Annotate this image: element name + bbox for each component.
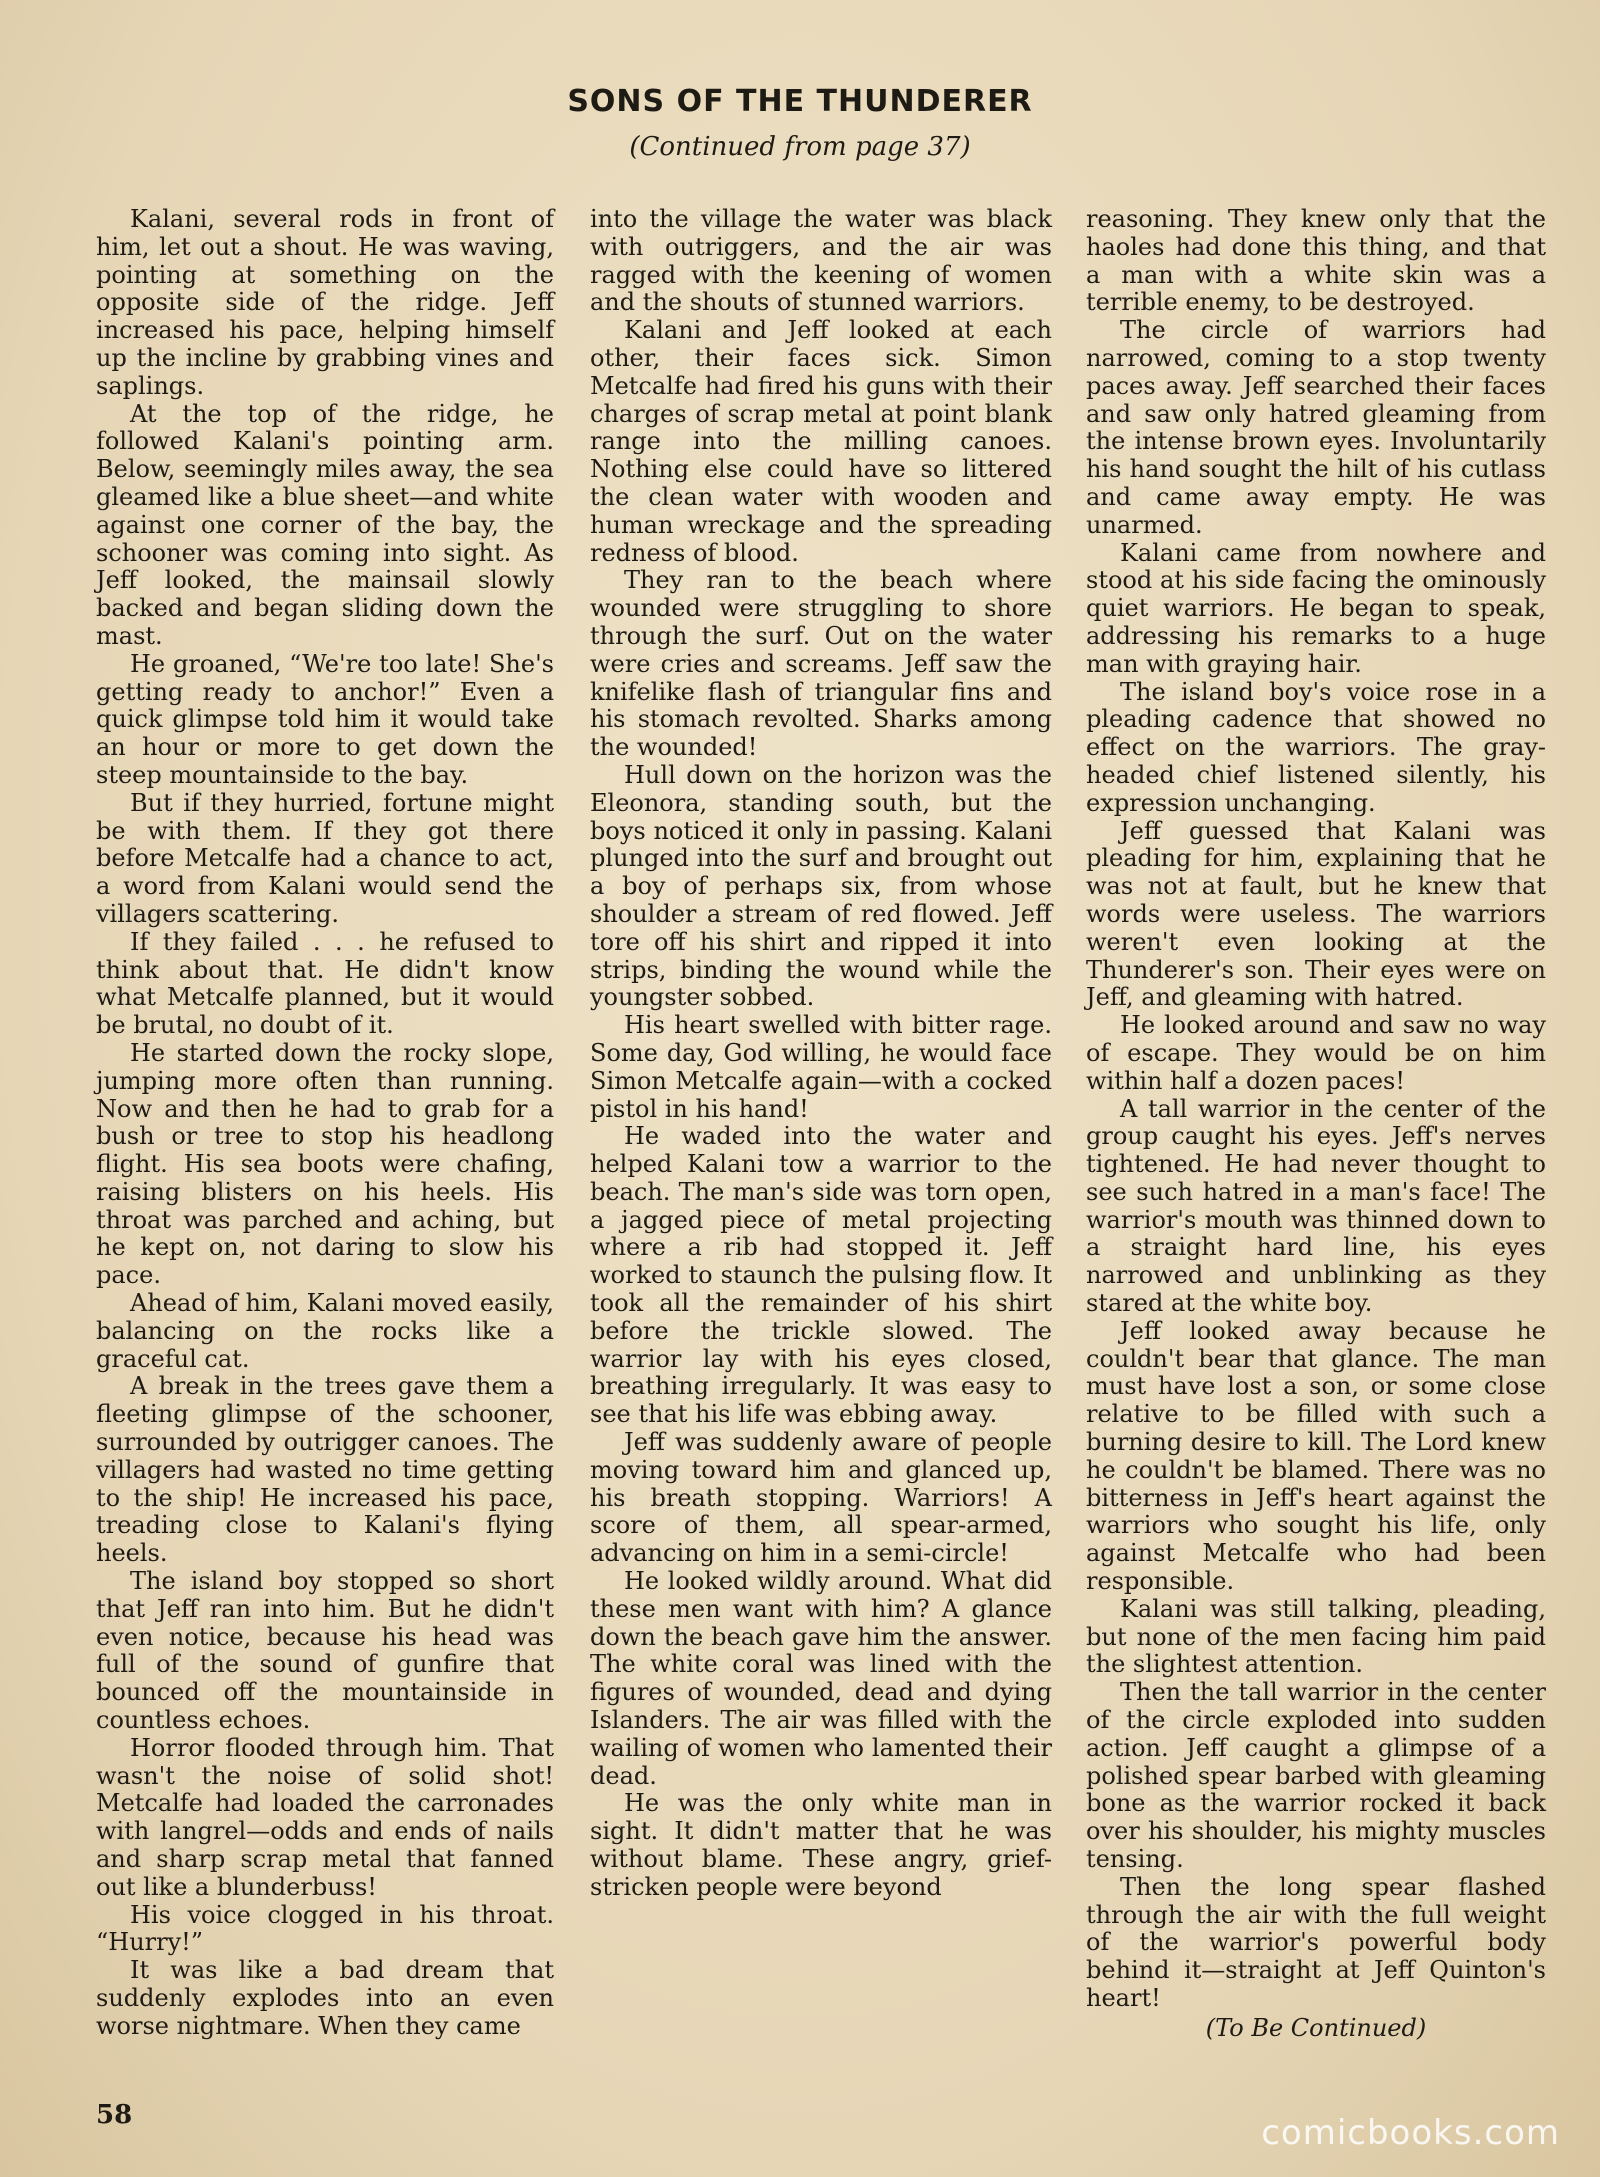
- paragraph: Kalani came from nowhere and stood at his side facing the ominously quiet warriors. He began to speak, addressing his remarks to a huge man with graying hair.: [1086, 538, 1546, 678]
- paragraph: Jeff was suddenly aware of people moving toward him and glanced up, his breath stopping. Warriors! A score of them, all spear-armed, advancing on him in a semi-circle!: [590, 1428, 1052, 1568]
- paragraph: Kalani and Jeff looked at each other, their faces sick. Simon Metcalfe had fired his guns with their charges of scrap metal at point blank range into the milling canoes. Nothing else could have so littered the clean water with wooden and human wreckage and the spreading redness of blood.: [590, 316, 1052, 567]
- paragraph: Horror flooded through him. That wasn't the noise of solid shot! Metcalfe had loaded the carronades with langrel—odds and ends of nails and sharp scrap metal that fanned out like a blunderbuss!: [96, 1733, 554, 1901]
- paragraph: into the village the water was black with outriggers, and the air was ragged with the keening of women and the shouts of stunned warriors.: [590, 205, 1052, 317]
- paragraph: reasoning. They knew only that the haoles had done this thing, and that a man with a white skin was a terrible enemy, to be destroyed.: [1086, 205, 1546, 317]
- paragraph: Then the tall warrior in the center of the circle exploded into sudden action. Jeff caught a glimpse of a polished spear barbed with gleaming bone as the warrior rocked it back over his shoulder, his mighty muscles tensing.: [1086, 1678, 1546, 1874]
- watermark: comicbooks.com: [1261, 2113, 1560, 2153]
- paragraph: At the top of the ridge, he followed Kalani's pointing arm. Below, seemingly miles away, the sea gleamed like a blue sheet—and white against one corner of the bay, the schooner was coming into sight. As Jeff looked, the mainsail slowly backed and began sliding down the mast.: [96, 399, 554, 650]
- paragraph: A break in the trees gave them a fleeting glimpse of the schooner, surrounded by outrigger canoes. The villagers had wasted no time getting to the ship! He increased his pace, treading close to Kalani's flying heels.: [96, 1372, 554, 1568]
- paragraph: The circle of warriors had narrowed, coming to a stop twenty paces away. Jeff searched their faces and saw only hatred gleaming from the intense brown eyes. Involuntarily his hand sought the hilt of his cutlass and came away empty. He was unarmed.: [1086, 316, 1546, 539]
- paragraph: His heart swelled with bitter rage. Some day, God willing, he would face Simon Metcalfe again—with a cocked pistol in his hand!: [590, 1011, 1052, 1123]
- paragraph: His voice clogged in his throat. “Hurry!”: [96, 1900, 554, 1957]
- paragraph: The island boy's voice rose in a pleading cadence that showed no effect on the warriors. The gray-headed chief listened silently, his expression unchanging.: [1086, 677, 1546, 817]
- page-number: 58: [96, 2100, 133, 2130]
- text-column-2: [590, 206, 1052, 1902]
- paragraph: But if they hurried, fortune might be with them. If they got there before Metcalfe had a chance to act, a word from Kalani would send the villagers scattering.: [96, 788, 554, 928]
- paragraph: Jeff looked away because he couldn't bear that glance. The man must have lost a son, or some close relative to be filled with such a burning desire to kill. The Lord knew he couldn't be blamed. There was no bitterness in Jeff's heart against the warriors who sought his life, only against Metcalfe who had been responsible.: [1086, 1316, 1546, 1596]
- paragraph: Kalani, several rods in front of him, let out a shout. He was waving, pointing at something on the opposite side of the ridge. Jeff increased his pace, helping himself up the incline by grabbing vines and saplings.: [96, 205, 554, 400]
- paragraph: If they failed . . . he refused to think about that. He didn't know what Metcalfe planned, but it would be brutal, no doubt of it.: [96, 927, 554, 1040]
- paragraph: Ahead of him, Kalani moved easily, balancing on the rocks like a graceful cat.: [96, 1289, 554, 1373]
- paragraph: A tall warrior in the center of the group caught his eyes. Jeff's nerves tightened. He had never thought to see such hatred in a man's face! The warrior's mouth was thinned down to a straight hard line, his eyes narrowed and unblinking as they stared at the white boy.: [1086, 1094, 1546, 1318]
- paragraph: The island boy stopped so short that Jeff ran into him. But he didn't even notice, because his head was full of the sound of gunfire that bounced off the mountainside in countless echoes.: [96, 1567, 554, 1735]
- to-be-continued-note: (To Be Continued): [1205, 2013, 1427, 2042]
- story-title: SONS OF THE THUNDERER: [567, 84, 1033, 119]
- paragraph: He started down the rocky slope, jumping more often than running. Now and then he had to grab for a bush or tree to stop his headlong flight. His sea boots were chafing, raising blisters on his heels. His throat was parched and aching, but he kept on, not daring to slow his pace.: [96, 1038, 554, 1290]
- paragraph: Jeff guessed that Kalani was pleading for him, explaining that he was not at fault, but he knew that words were useless. The warriors weren't even looking at the Thunderer's son. Their eyes were on Jeff, and gleaming with hatred.: [1086, 816, 1546, 1012]
- paragraph: Kalani was still talking, pleading, but none of the men facing him paid the slightest attention.: [1086, 1594, 1546, 1679]
- paragraph: Then the long spear flashed through the air with the full weight of the warrior's powerful body behind it—straight at Jeff Quinton's heart!: [1086, 1872, 1546, 2012]
- paragraph: He groaned, “We're too late! She's getting ready to anchor!” Even a quick glimpse told him it would take an hour or more to get down the steep mountainside to the bay.: [96, 649, 554, 789]
- paragraph: It was like a bad dream that suddenly explodes into an even worse nightmare. When they came: [96, 1956, 554, 2040]
- paragraph: He was the only white man in sight. It didn't matter that he was without blame. These angry, grief-stricken people were beyond: [590, 1789, 1052, 1901]
- text-column-3: [1086, 206, 1546, 2043]
- text-column-1: [96, 206, 554, 2041]
- paragraph: He looked wildly around. What did these men want with him? A glance down the beach gave him the answer. The white coral was lined with the figures of wounded, dead and dying Islanders. The air was filled with the wailing of women who lamented their dead.: [590, 1567, 1052, 1790]
- paragraph: Hull down on the horizon was the Eleonora, standing south, but the boys noticed it only in passing. Kalani plunged into the surf and brought out a boy of perhaps six, from whose shoulder a stream of red flowed. Jeff tore off his shirt and ripped it into strips, binding the wound while the youngster sobbed.: [590, 760, 1052, 1012]
- paragraph: They ran to the beach where wounded were struggling to shore through the surf. Out on the water were cries and screams. Jeff saw the knifelike flash of triangular fins and his stomach revolted. Sharks among the wounded!: [590, 566, 1052, 762]
- paragraph: He waded into the water and helped Kalani tow a warrior to the beach. The man's side was torn open, a jagged piece of metal projecting where a rib had stopped it. Jeff worked to staunch the pulsing flow. It took all the remainder of his shirt before the trickle slowed. The warrior lay with his eyes closed, breathing irregularly. It was easy to see that his life was ebbing away.: [590, 1122, 1052, 1429]
- paragraph: He looked around and saw no way of escape. They would be on him within half a dozen paces!: [1086, 1011, 1546, 1095]
- continued-from-note: (Continued from page 37): [629, 132, 971, 162]
